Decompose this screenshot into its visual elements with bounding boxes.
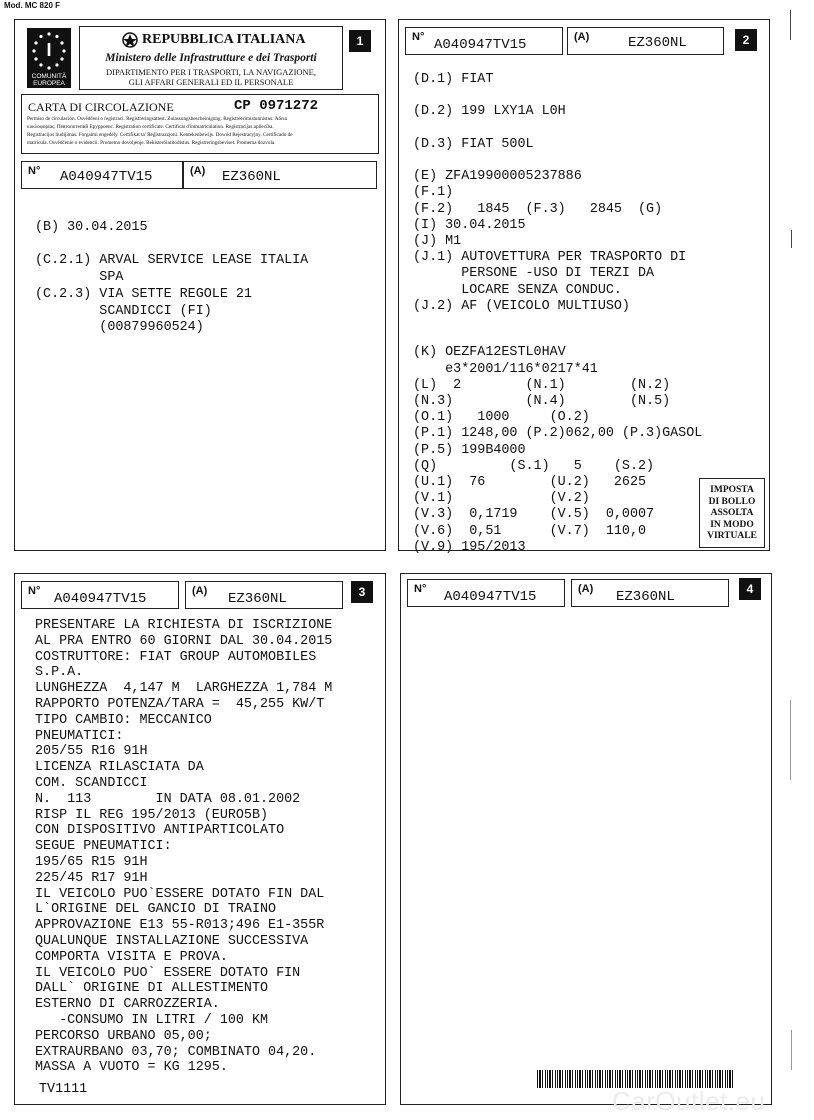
doc-number-label: N° [28,165,41,177]
scan-edge [790,700,791,780]
panel-3-line: S.P.A. [35,665,84,681]
panel-2-line: (D.1) FIAT [413,72,494,87]
panel-3-line: 225/45 R17 91H [35,870,148,886]
panel-2-line: (J.2) AF (VEICOLO MULTIUSO) [413,298,630,314]
panel-3-line: LUNGHEZZA 4,147 M LARGHEZZA 1,784 M [35,681,333,697]
panel-3-line: 205/55 R16 91H [35,744,148,760]
panel-1-line: SCANDICCI (FI) [35,303,212,319]
panel-number-2: 2 [735,29,757,51]
doc-number-value: A040947TV15 [434,37,527,53]
panel-2-line: (Q) (S.1) 5 (S.2) [413,458,655,474]
scan-edge [791,1030,792,1070]
panel-1-line: (00879960524) [35,320,204,336]
card-number: CP 0971272 [234,98,319,114]
panel-1-line: (B) 30.04.2015 [35,220,148,235]
doc-number-value: A040947TV15 [54,591,147,607]
panel-2-line: (V.1) (V.2) [413,491,590,507]
doc-number-box [407,579,565,607]
panel-3-line: COMPORTA VISITA E PROVA. [35,949,228,965]
panel-2-line: (U.1) 76 (U.2) 2625 [413,475,647,490]
panel-3-line: IL VEICOLO PUO`ESSERE DOTATO FIN DAL [35,886,325,902]
scan-edge [790,10,791,40]
panel-3-line: MASSA A VUOTO = KG 1295. [35,1060,228,1076]
plate-box [567,27,724,55]
panel-2-line: e3*2001/116*0217*41 [413,361,598,377]
country-letter: I [46,40,52,60]
panel-2-line: PERSONE -USO DI TERZI DA [413,266,655,282]
panel-2-line: (I) 30.04.2015 [413,217,526,233]
card-translation-1: Permiso de circulación. Osvědčení o registraci. Registreringsattest. Zulassungsbescheinigung. Registreerimistunnistus. Άδεια [27,116,288,122]
doc-number-value: A040947TV15 [444,589,537,605]
plate-label: (A) [578,583,594,595]
panel-3-line: COSTRUTTORE: FIAT GROUP AUTOMOBILES [35,649,317,665]
stamp-line: IN MODO [710,519,754,530]
plate-box [571,579,729,607]
panel-2-line: (F.2) 1845 (F.3) 2845 (G) [413,201,663,217]
panel-4 [400,573,772,1105]
panel-2 [398,19,770,555]
panel-3-line: CON DISPOSITIVO ANTIPARTICOLATO [35,823,285,839]
card-title: CARTA DI CIRCOLAZIONE [28,100,174,114]
panel-2-line: (O.1) 1000 (O.2) [413,410,590,426]
doc-number-label: N° [414,583,427,595]
stamp-line: ASSOLTA [710,508,754,518]
panel-2-line: (D.3) FIAT 500L [413,136,534,152]
panel-3-line: RAPPORTO POTENZA/TARA = 45,255 KW/T [35,697,325,712]
panel-3-line: N. 113 IN DATA 08.01.2002 [35,791,301,807]
panel-2-line: (D.2) 199 LXY1A L0H [413,104,566,120]
stamp-line: IMPOSTA [710,485,754,495]
watermark: CarOutlet.eu [612,1086,766,1116]
plate-box [185,581,343,609]
panel-number-3: 3 [351,581,373,603]
panel-2-line: (E) ZFA19900005237886 [413,169,582,185]
panel-2-line: (J) M1 [413,234,462,249]
carta-box [21,94,379,154]
panel-3 [14,573,386,1105]
emblem-icon [122,32,138,53]
panel-2-line: (P.1) 1248,00 (P.2)062,00 (P.3)GASOL [413,426,703,442]
panel-3-line: LICENZA RILASCIATA DA [35,760,204,776]
eu-label: COMUNITÀ EUROPEA [31,73,67,87]
department-line-1: DIPARTIMENTO PER I TRASPORTI, LA NAVIGAZIONE, [106,67,316,77]
plate-value: EZ360NL [222,169,281,185]
department-line-2: GLI AFFARI GENERALI ED IL PERSONALE [128,77,294,87]
panel-3-line: RISP IL REG 195/2013 (EURO5B) [35,807,269,823]
panel-3-line: ESTERNO DI CARROZZERIA. [35,997,220,1013]
panel-number-1: 1 [349,30,371,52]
panel-2-line: (V.6) 0,51 (V.7) 110,0 [413,523,647,539]
stamp-line: VIRTUALE [707,531,757,541]
plate-label: (A) [574,31,590,43]
doc-number-box [405,27,563,55]
panel-3-line: DALL` ORIGINE DI ALLESTIMENTO [35,981,269,997]
plate-label: (A) [190,165,206,177]
plate-value: EZ360NL [228,591,287,607]
panel-1-line: SPA [35,270,124,286]
ministry-name: Ministero delle Infrastrutture e dei Trasporti [105,52,317,64]
panel-3-line: EXTRAURBANO 03,70; COMBINATO 04,20. [35,1044,317,1060]
plate-box [183,161,377,189]
panel-3-line: IL VEICOLO PUO` ESSERE DOTATO FIN [35,965,301,981]
panel-2-line: (P.5) 199B4000 [413,442,526,458]
panel-3-line: L`ORIGINE DEL GANCIO DI TRAINO [35,902,277,918]
panel-3-line: 195/65 R15 91H [35,855,148,870]
panel-2-line: (N.3) (N.4) (N.5) [413,394,671,409]
panel-3-line: PRESENTARE LA RICHIESTA DI ISCRIZIONE [35,618,333,633]
panel-1 [14,19,386,551]
doc-number-value: A040947TV15 [60,169,153,185]
panel-3-line: SEGUE PNEUMATICI: [35,839,172,855]
republic-title: REPUBBLICA ITALIANA [142,32,306,47]
plate-value: EZ360NL [628,35,687,51]
panel-2-line: (V.3) 0,1719 (V.5) 0,0007 [413,507,655,523]
plate-value: EZ360NL [616,589,675,605]
card-translation-3: Registracijos liudijimas. Forgalmi engedély. Certifikat ta' Reģistrazzjoni. Kentekenbewijs. Dowód Rejestracyjny. Certificado de [27,132,293,138]
scan-edge [791,230,792,248]
panel-3-line: APPROVAZIONE E13 55-R013;496 E1-355R [35,918,325,934]
panel-1-line: (C.2.3) VIA SETTE REGOLE 21 [35,286,252,302]
panel-3-footer-code: TV1111 [39,1082,88,1097]
panel-3-line: PNEUMATICI: [35,728,124,744]
panel-2-line: (K) OEZFA12ESTL0HAV [413,345,566,361]
stamp-line: DI BOLLO [708,496,756,507]
ministry-header [79,26,343,90]
panel-2-line: (F.1) [413,185,454,201]
panel-2-line: (J.1) AUTOVETTURA PER TRASPORTO DI [413,250,687,266]
panel-2-line: LOCARE SENZA CONDUC. [413,282,622,298]
doc-number-box [21,581,179,609]
panel-3-line: -CONSUMO IN LITRI / 100 KM [35,1013,269,1028]
plate-label: (A) [192,585,208,597]
panel-2-line: (L) 2 (N.1) (N.2) [413,377,671,393]
eu-flag [27,28,71,88]
form-code: Mod. MC 820 F [4,1,61,10]
stamp-duty-box [699,478,765,548]
panel-2-line: (V.9) 195/2013 [413,539,526,555]
panel-3-line: TIPO CAMBIO: MECCANICO [35,712,212,728]
panel-3-line: PERCORSO URBANO 05,00; [35,1028,212,1044]
panel-3-line: COM. SCANDICCI [35,776,148,791]
doc-number-label: N° [412,31,425,43]
card-translation-2: κυκλοφορίας. Певтопотепий Epyppoenc. Registration certificate. Certificat d'immatriculation. Registracijas apliecība. [27,124,274,130]
panel-1-line: (C.2.1) ARVAL SERVICE LEASE ITALIA [35,253,309,269]
panel-number-4: 4 [739,578,761,600]
doc-number-label: N° [28,585,41,597]
panel-3-line: QUALUNQUE INSTALLAZIONE SUCCESSIVA [35,934,309,949]
card-translation-4: matrícula. Osvědčenie o evidencii. Prometno dovoljenje. Rekisteröintitodistus. Registreringsbeviset. Promema dozvola. [27,140,276,146]
doc-number-box [21,161,183,189]
panel-3-line: AL PRA ENTRO 60 GIORNI DAL 30.04.2015 [35,633,333,649]
